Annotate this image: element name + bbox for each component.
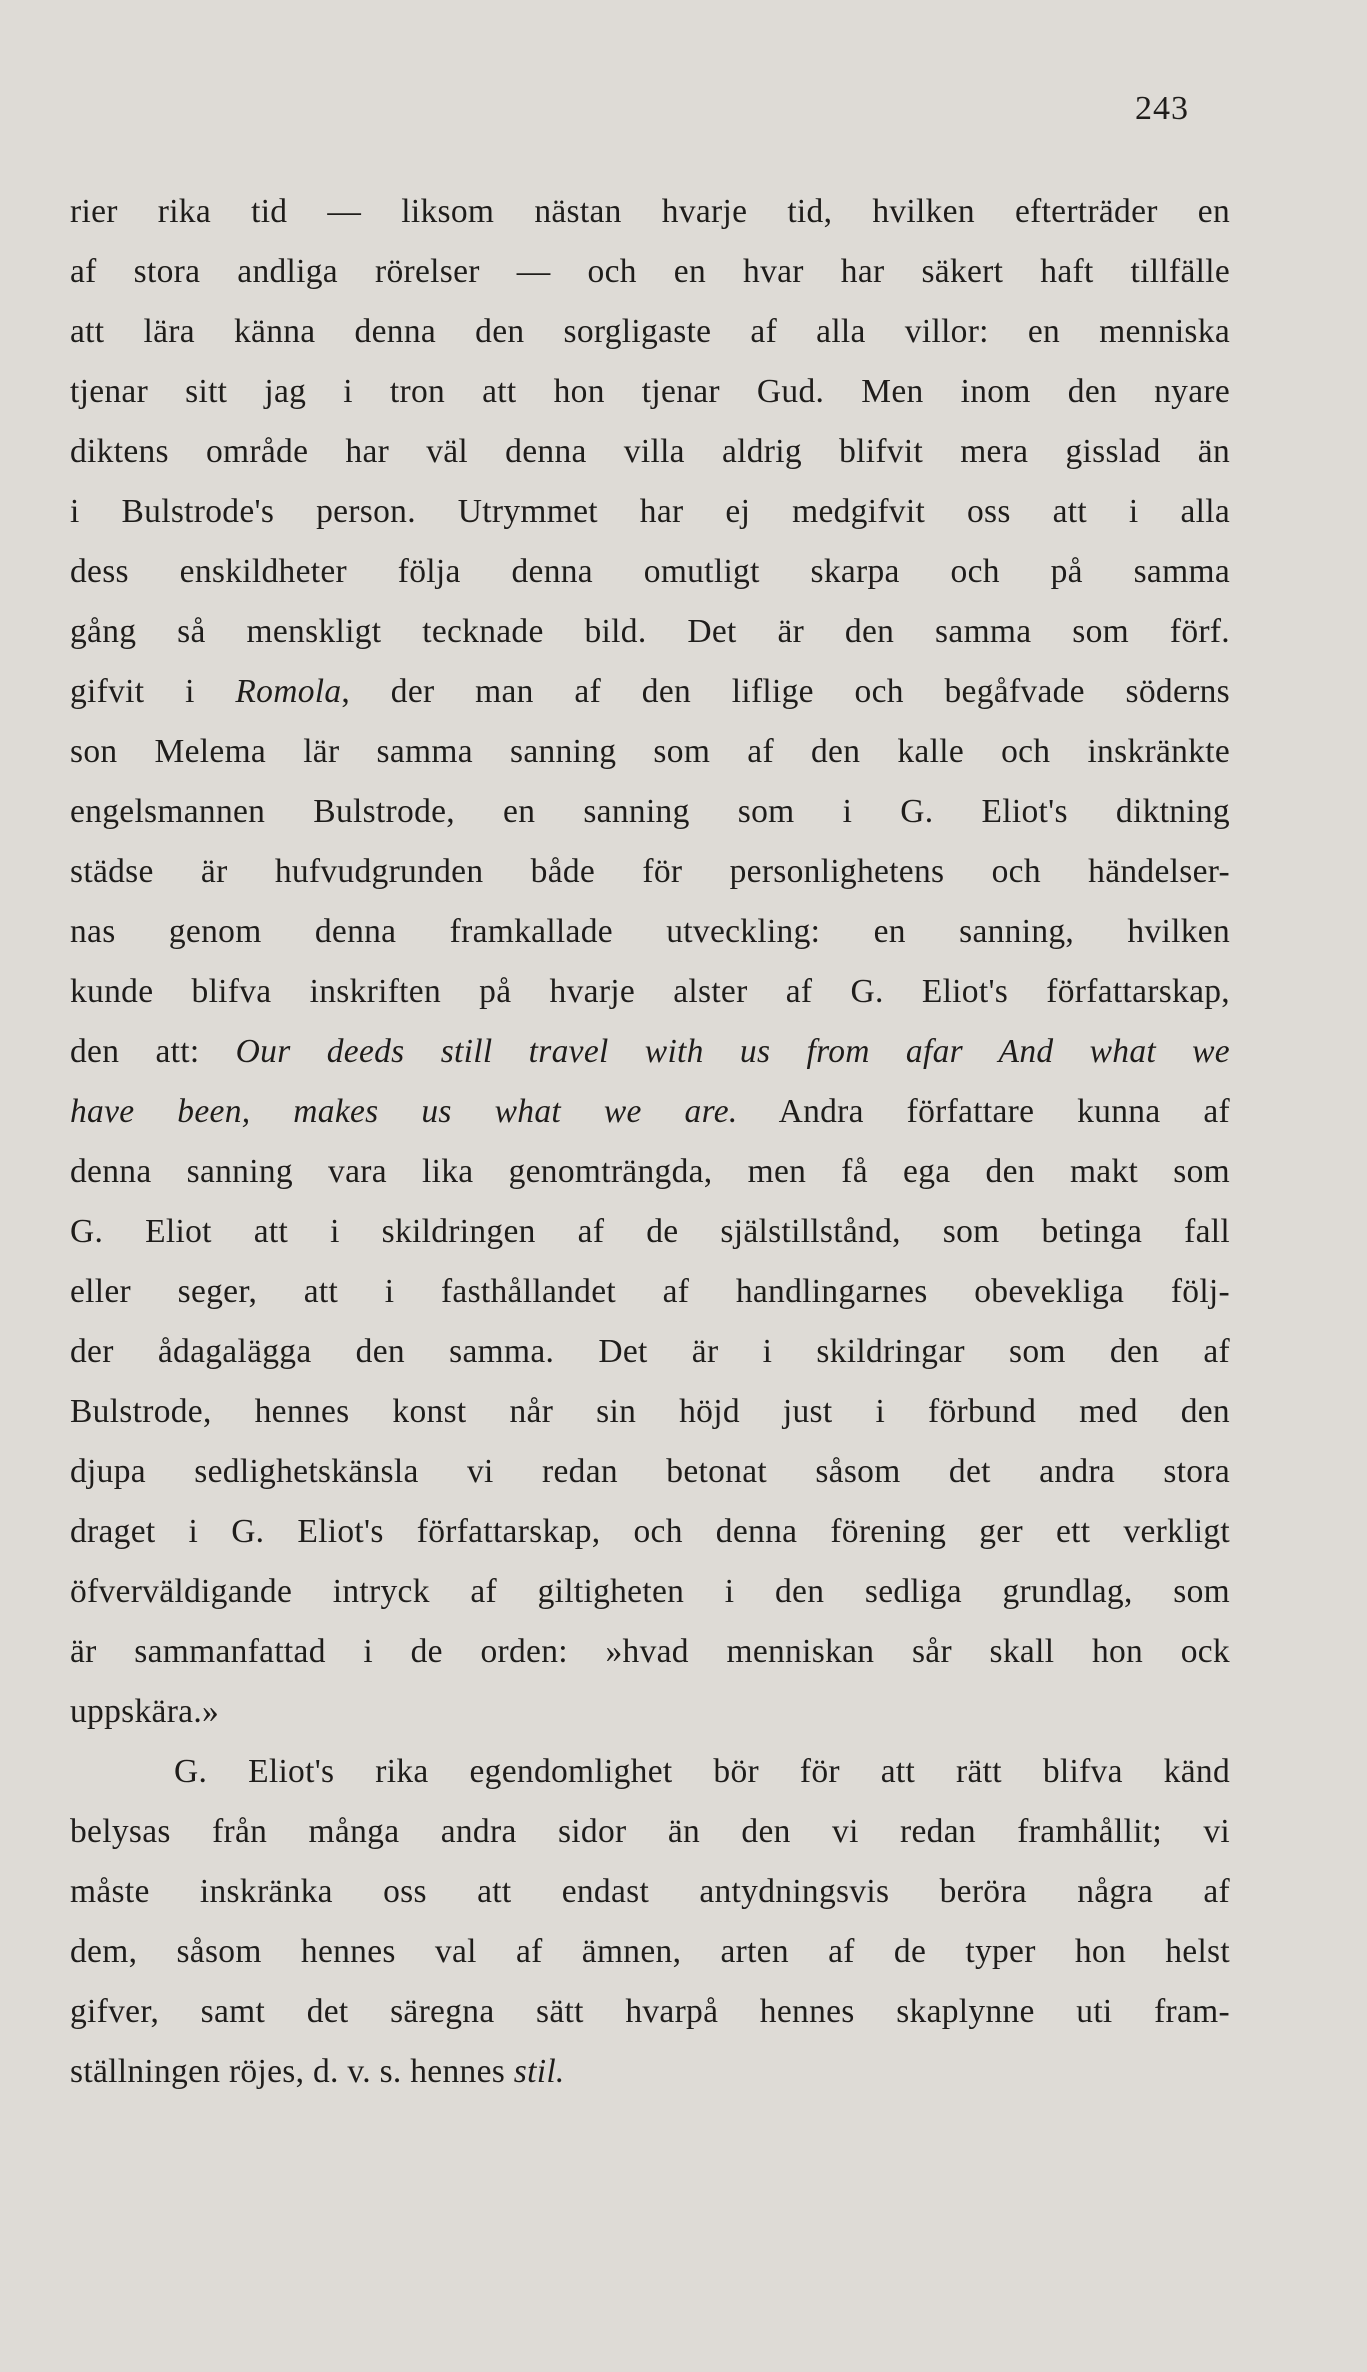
text-line: kunde blifva inskriften på hvarje alster af G. Eliot's författarskap,: [70, 973, 1230, 1010]
italic-word: stil.: [513, 2053, 565, 2090]
text-line: [70, 1082, 1230, 1142]
text-span: ställningen röjes, d. v. s. hennes: [70, 2053, 514, 2090]
text-line: engelsmannen Bulstrode, en sanning som i G. Eliot's diktning: [70, 793, 1230, 830]
paragraph-first-line: G. Eliot's rika egendomlighet bör för att rätt blifva känd: [174, 1753, 1230, 1790]
text-line: belysas från många andra sidor än den vi redan framhållit; vi: [70, 1813, 1230, 1850]
text-line: der ådagalägga den samma. Det är i skildringar som den af: [70, 1333, 1230, 1370]
body-text: [70, 182, 1230, 2102]
text-span: , der man af den liflige och begåfvade söderns: [341, 673, 1230, 710]
italic-quote: Our deeds still travel with us from afar And what we: [235, 1033, 1230, 1070]
text-line: af stora andliga rörelser — och en hvar har säkert haft tillfälle: [70, 253, 1230, 290]
text-line: djupa sedlighetskänsla vi redan betonat såsom det andra stora: [70, 1453, 1230, 1490]
text-line: G. Eliot att i skildringen af de själstillstånd, som betinga fall: [70, 1213, 1230, 1250]
text-line: rier rika tid — liksom nästan hvarje tid, hvilken efterträder en: [70, 193, 1230, 230]
text-line: eller seger, att i fasthållandet af handlingarnes obevekliga följ-: [70, 1273, 1230, 1310]
text-line: städse är hufvudgrunden både för personlighetens och händelser-: [70, 853, 1230, 890]
page-number: 243: [1135, 90, 1189, 127]
text-line: tjenar sitt jag i tron att hon tjenar Gud. Men inom den nyare: [70, 373, 1230, 410]
text-span: den att:: [70, 1033, 236, 1070]
italic-quote: have been, makes us what we are.: [70, 1093, 738, 1130]
text-line: öfverväldigande intryck af giltigheten i den sedliga grundlag, som: [70, 1573, 1230, 1610]
text-line: diktens område har väl denna villa aldrig blifvit mera gisslad än: [70, 433, 1230, 470]
text-line: [70, 662, 1230, 722]
text-line: draget i G. Eliot's författarskap, och denna förening ger ett verkligt: [70, 1513, 1230, 1550]
text-line: dem, såsom hennes val af ämnen, arten af de typer hon helst: [70, 1933, 1230, 1970]
text-line: uppskära.»: [70, 1693, 220, 1730]
text-line: dess enskildheter följa denna omutligt skarpa och på samma: [70, 553, 1230, 590]
text-line: Bulstrode, hennes konst når sin höjd just i förbund med den: [70, 1393, 1230, 1430]
text-line: att lära känna denna den sorgligaste af alla villor: en menniska: [70, 313, 1230, 350]
text-line: [70, 1022, 1230, 1082]
text-line: son Melema lär samma sanning som af den kalle och inskränkte: [70, 733, 1230, 770]
text-line: [70, 2042, 1230, 2102]
text-line: gång så menskligt tecknade bild. Det är den samma som förf.: [70, 613, 1230, 650]
text-span: gifvit i: [70, 673, 236, 710]
text-line: i Bulstrode's person. Utrymmet har ej medgifvit oss att i alla: [70, 493, 1230, 530]
text-line: är sammanfattad i de orden: »hvad menniskan sår skall hon ock: [70, 1633, 1230, 1670]
text-line: nas genom denna framkallade utveckling: en sanning, hvilken: [70, 913, 1230, 950]
text-span: Andra författare kunna af: [737, 1093, 1230, 1130]
italic-title: Romola: [235, 673, 342, 710]
text-line: denna sanning vara lika genomträngda, men få ega den makt som: [70, 1153, 1230, 1190]
text-line: gifver, samt det säregna sätt hvarpå hennes skaplynne uti fram-: [70, 1993, 1230, 2030]
text-line: måste inskränka oss att endast antydningsvis beröra några af: [70, 1873, 1230, 1910]
